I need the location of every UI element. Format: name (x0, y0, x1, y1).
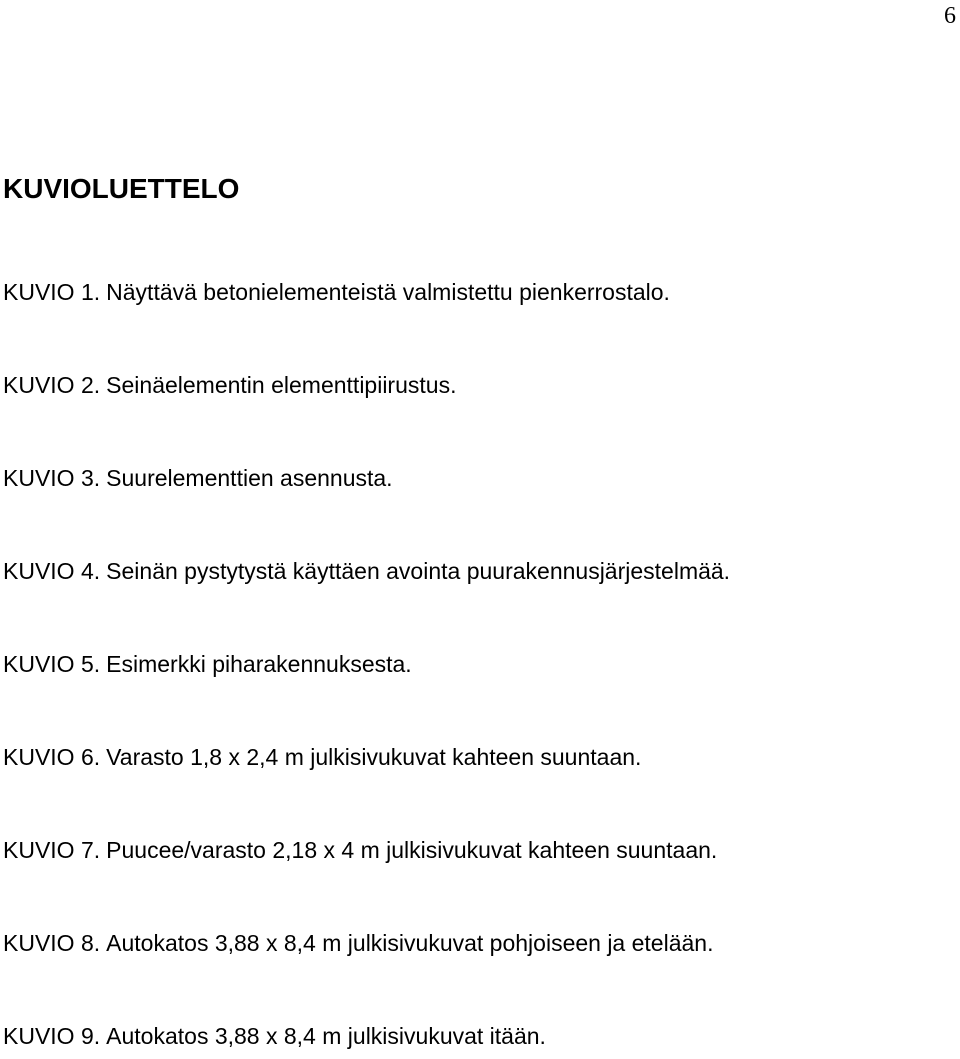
list-item-figure-5 (3, 644, 730, 684)
figure-caption: Seinän pystytystä käyttäen avointa puurakennusjärjestelmää. (106, 558, 731, 584)
figure-label: KUVIO 2. (3, 372, 101, 398)
list-item-figure-7 (3, 830, 730, 870)
figure-caption: Suurelementtien asennusta. (106, 465, 393, 491)
figure-label: KUVIO 8. (3, 930, 101, 956)
figure-caption: Autokatos 3,88 x 8,4 m julkisivukuvat pohjoiseen ja etelään. (106, 930, 714, 956)
page-title: KUVIOLUETTELO (3, 173, 240, 204)
figure-label: KUVIO 1. (3, 279, 101, 305)
list-item-figure-2 (3, 365, 730, 405)
page-number: 6 (944, 3, 956, 29)
figure-caption: Varasto 1,8 x 2,4 m julkisivukuvat kahteen suuntaan. (106, 744, 642, 770)
figure-label: KUVIO 7. (3, 837, 101, 863)
figure-caption: Seinäelementin elementtipiirustus. (106, 372, 457, 398)
list-item-figure-8 (3, 923, 730, 963)
figure-list (3, 272, 730, 1056)
list-item-figure-4 (3, 551, 730, 591)
figure-label: KUVIO 5. (3, 651, 101, 677)
figure-caption: Esimerkki piharakennuksesta. (106, 651, 412, 677)
figure-caption: Puucee/varasto 2,18 x 4 m julkisivukuvat kahteen suuntaan. (106, 837, 718, 863)
figure-label: KUVIO 6. (3, 744, 101, 770)
list-item-figure-9 (3, 1016, 730, 1056)
figure-caption: Näyttävä betonielementeistä valmistettu pienkerrostalo. (106, 279, 670, 305)
figure-label: KUVIO 4. (3, 558, 101, 584)
list-item-figure-3 (3, 458, 730, 498)
list-item-figure-6 (3, 737, 730, 777)
figure-caption: Autokatos 3,88 x 8,4 m julkisivukuvat itään. (106, 1023, 546, 1049)
list-item-figure-1 (3, 272, 730, 312)
figure-label: KUVIO 9. (3, 1023, 101, 1049)
figure-label: KUVIO 3. (3, 465, 101, 491)
